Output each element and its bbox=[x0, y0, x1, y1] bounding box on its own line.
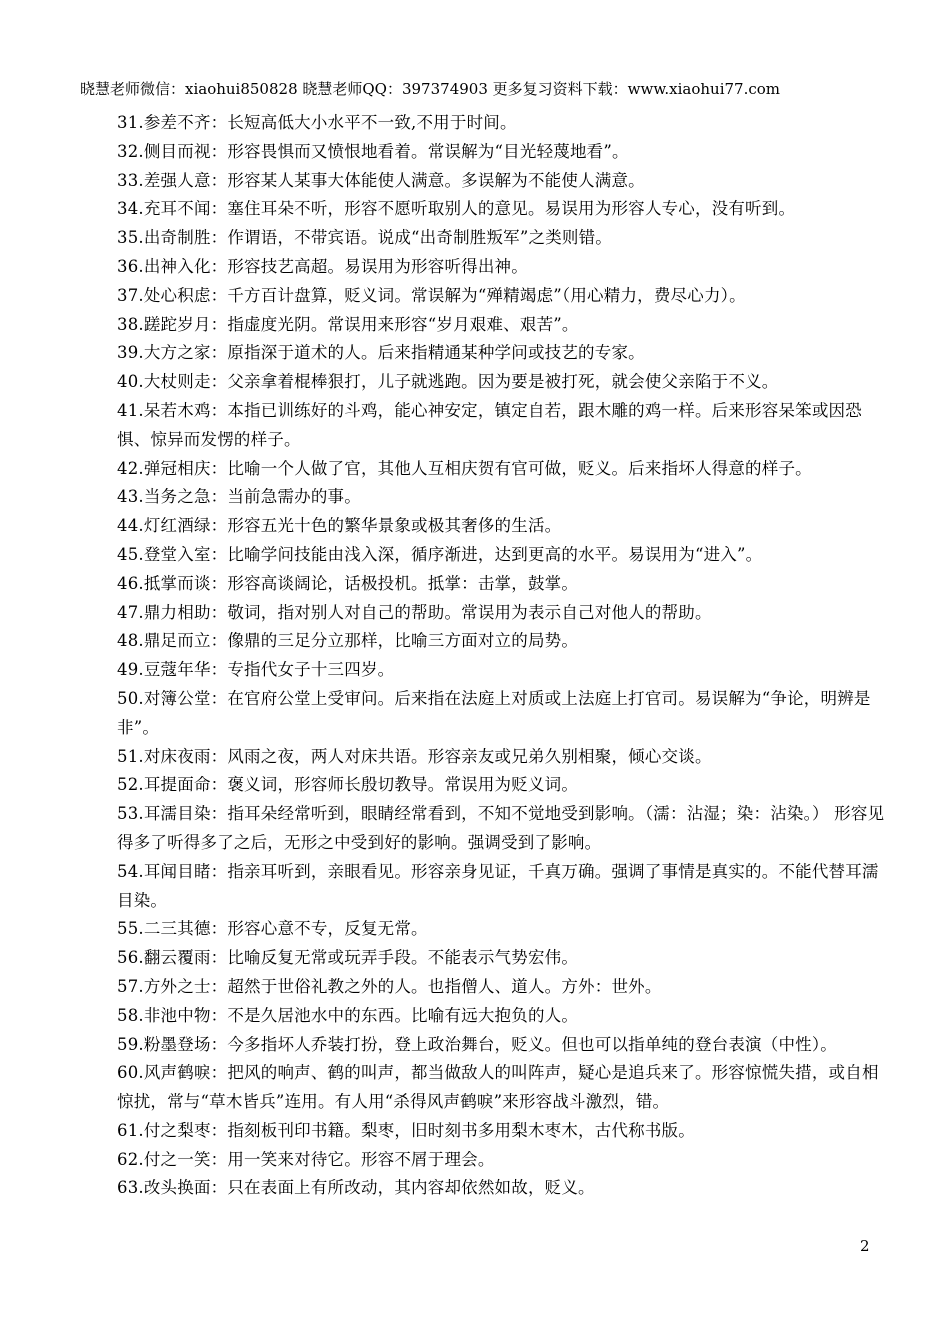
page-number: 2 bbox=[860, 1237, 870, 1255]
idiom-entry: 55.二三其德：形容心意不专，反复无常。 bbox=[117, 919, 428, 939]
idiom-entry: 44.灯红酒绿：形容五光十色的繁华景象或极其奢侈的生活。 bbox=[117, 516, 562, 536]
idiom-entry: 32.侧目而视：形容畏惧而又愤恨地看着。常误解为“目光轻蔑地看”。 bbox=[117, 141, 629, 161]
idiom-entry: 61.付之梨枣：指刻板刊印书籍。梨枣，旧时刻书多用梨木枣木，古代称书版。 bbox=[117, 1120, 695, 1140]
idiom-entry: 62.付之一笑：用一笑来对待它。形容不屑于理会。 bbox=[117, 1149, 495, 1169]
idiom-entry: 37.处心积虑：千方百计盘算，贬义词。常误解为“殚精竭虑”（用心精力，费尽心力）。 bbox=[117, 285, 746, 305]
idiom-entry: 51.对床夜雨：风雨之夜，两人对床共语。形容亲友或兄弟久别相聚，倾心交谈。 bbox=[117, 746, 712, 766]
idiom-entry: 58.非池中物：不是久居池水中的东西。比喻有远大抱负的人。 bbox=[117, 1005, 579, 1025]
idiom-entry: 46.抵掌而谈：形容高谈阔论，话极投机。抵掌：击掌，鼓掌。 bbox=[117, 573, 579, 593]
idiom-entry: 60.风声鹤唳：把风的响声、鹤的叫声，都当做敌人的叫阵声，疑心是追兵来了。形容惊慌失措，或自相惊扰，常与“草木皆兵”连用。有人用“杀得风声鹤唳”来形容战斗激烈，错。 bbox=[117, 1063, 879, 1112]
idiom-entry: 36.出神入化：形容技艺高超。易误用为形容听得出神。 bbox=[117, 256, 528, 276]
idiom-entry: 53.耳濡目染：指耳朵经常听到，眼睛经常看到，不知不觉地受到影响。（濡：沾湿；染：沾染。） 形容见得多了听得多了之后，无形之中受到好的影响。强调受到了影响。 bbox=[117, 804, 885, 852]
idiom-entry: 57.方外之士：超然于世俗礼教之外的人。也指僧人、道人。方外：世外。 bbox=[117, 976, 662, 996]
idiom-entry: 34.充耳不闻：塞住耳朵不听，形容不愿听取别人的意见。易误用为形容人专心，没有听到。 bbox=[117, 199, 796, 219]
idiom-entry: 54.耳闻目睹：指亲耳听到，亲眼看见。形容亲身见证，千真万确。强调了事情是真实的。不能代替耳濡目染。 bbox=[117, 861, 879, 910]
idiom-entry: 40.大杖则走：父亲拿着棍棒狠打，儿子就逃跑。因为要是被打死，就会使父亲陷于不义。 bbox=[117, 372, 779, 392]
idiom-entry: 42.弹冠相庆：比喻一个人做了官，其他人互相庆贺有官可做，贬义。后来指坏人得意的样子。 bbox=[117, 458, 812, 478]
idiom-entry: 52.耳提面命：褒义词，形容师长殷切教导。常误用为贬义词。 bbox=[117, 775, 579, 795]
idiom-entry: 50.对簿公堂：在官府公堂上受审问。后来指在法庭上对质或上法庭上打官司。易误解为“争论，明辨是非”。 bbox=[117, 688, 871, 737]
idiom-entry: 39.大方之家：原指深于道术的人。后来指精通某种学问或技艺的专家。 bbox=[117, 343, 645, 363]
idiom-entry: 45.登堂入室：比喻学问技能由浅入深，循序渐进，达到更高的水平。易误用为“进入”。 bbox=[117, 544, 763, 564]
idiom-entry: 63.改头换面：只在表面上有所改动，其内容却依然如故，贬义。 bbox=[117, 1178, 595, 1198]
idiom-entry: 43.当务之急：当前急需办的事。 bbox=[117, 487, 361, 507]
idiom-list bbox=[117, 109, 885, 1203]
idiom-entry: 47.鼎力相助：敬词，指对别人对自己的帮助。常误用为表示自己对他人的帮助。 bbox=[117, 602, 712, 622]
idiom-entry: 41.呆若木鸡：本指已训练好的斗鸡，能心神安定，镇定自若，跟木雕的鸡一样。后来形容呆笨或因恐惧、惊异而发愣的样子。 bbox=[117, 400, 862, 449]
idiom-entry: 49.豆蔻年华：专指代女子十三四岁。 bbox=[117, 660, 395, 680]
idiom-entry: 31.参差不齐：长短高低大小水平不一致,不用于时间。 bbox=[117, 113, 517, 132]
idiom-entry: 59.粉墨登场：今多指坏人乔装打扮，登上政治舞台，贬义。但也可以指单纯的登台表演（中性）。 bbox=[117, 1034, 837, 1054]
idiom-entry: 38.蹉跎岁月：指虚度光阴。常误用来形容“岁月艰难、艰苦”。 bbox=[117, 314, 579, 334]
idiom-entry: 56.翻云覆雨：比喻反复无常或玩弄手段。不能表示气势宏伟。 bbox=[117, 948, 579, 968]
idiom-entry: 33.差强人意：形容某人某事大体能使人满意。多误解为不能使人满意。 bbox=[117, 170, 645, 190]
page-header: 晓慧老师微信：xiaohui850828 晓慧老师QQ：397374903 更多复习资料下载：www.xiaohui77.com bbox=[80, 80, 780, 98]
idiom-entry: 48.鼎足而立：像鼎的三足分立那样，比喻三方面对立的局势。 bbox=[117, 631, 579, 651]
idiom-entry: 35.出奇制胜：作谓语，不带宾语。说成“出奇制胜叛军”之类则错。 bbox=[117, 228, 613, 248]
